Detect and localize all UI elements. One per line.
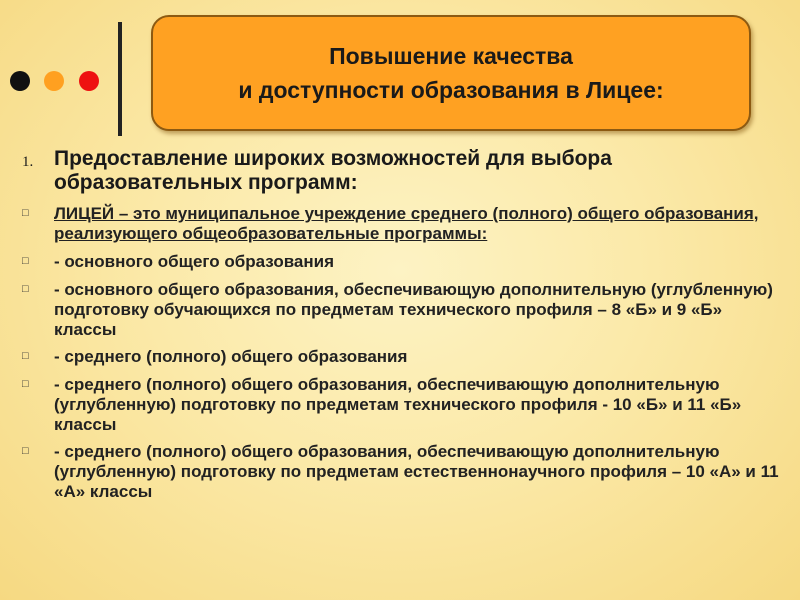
bullet-text: - среднего (полного) общего образования, обеспечивающую дополнительную (углубленную) подготовку по предметам естественнонаучного профиля – 10 «А» и 11 «А» классы <box>54 442 779 501</box>
bullet-marker-icon: □ <box>22 207 29 219</box>
bullet-item <box>22 204 782 244</box>
decorative-dot-orange <box>44 71 64 91</box>
bullet-item <box>22 280 782 340</box>
bullet-marker-icon: □ <box>22 445 29 457</box>
bullet-marker-icon: □ <box>22 350 29 362</box>
bullet-marker-icon: □ <box>22 283 29 295</box>
bullet-text: - среднего (полного) общего образования <box>54 347 408 366</box>
bullet-item <box>22 252 782 272</box>
bullet-item <box>22 375 782 435</box>
decorative-dot-black <box>10 71 30 91</box>
numbered-heading <box>22 147 782 195</box>
bullet-text: - основного общего образования, обеспечивающую дополнительную (углубленную) подготовку обучающихся по предметам технического профиля – 8 «Б» и 9 «Б» классы <box>54 280 773 339</box>
heading-number: 1. <box>22 154 34 170</box>
heading-text: Предоставление широких возможностей для выбора образовательных программ: <box>54 147 612 194</box>
bullet-text: - среднего (полного) общего образования, обеспечивающую дополнительную (углубленную) подготовку по предметам технического профиля - 10 «Б» и 11 «Б» классы <box>54 375 742 434</box>
bullet-text: - основного общего образования <box>54 252 335 271</box>
slide-content <box>22 147 782 502</box>
bullet-item <box>22 442 782 502</box>
slide-title-box <box>151 15 751 131</box>
bullet-item <box>22 347 782 367</box>
slide-title-line-1: Повышение качества <box>329 43 573 69</box>
decorative-dot-red <box>79 71 99 91</box>
bullet-marker-icon: □ <box>22 255 29 267</box>
bullet-text: ЛИЦЕЙ – это муниципальное учреждение среднего (полного) общего образования, реализующего общеобразовательные программы: <box>54 204 759 243</box>
slide-title-line-2: и доступности образования в Лицее: <box>238 77 664 103</box>
bullet-marker-icon: □ <box>22 378 29 390</box>
bullet-list <box>22 204 782 502</box>
decorative-vertical-line <box>118 22 122 136</box>
